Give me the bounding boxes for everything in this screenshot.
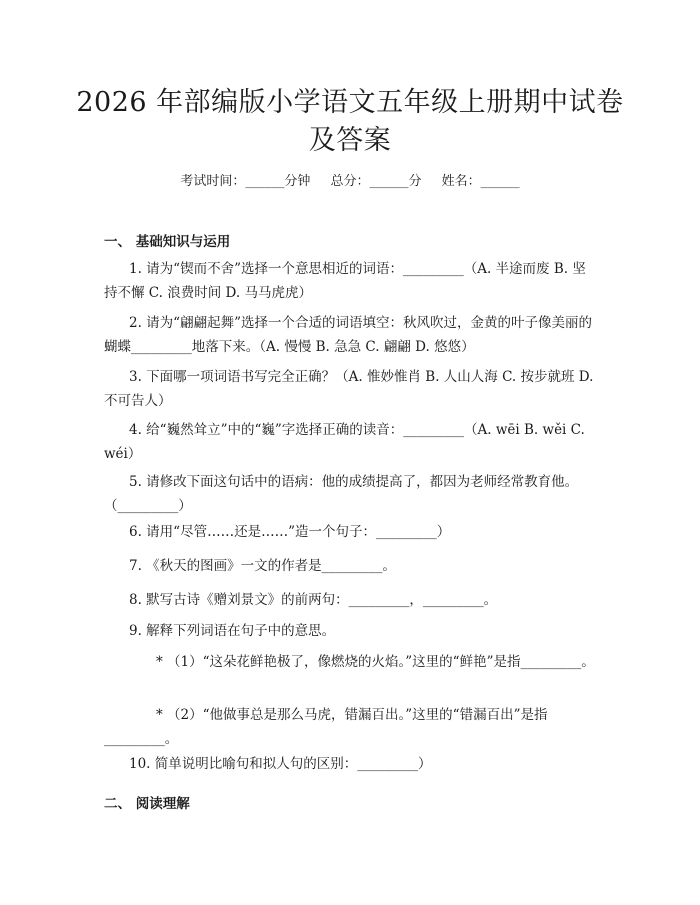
exam-info-line — [0, 170, 700, 189]
title-line-1: 2026 年部编版小学语文五年级上册期中试卷 — [76, 87, 624, 118]
title-line-2: 及答案 — [308, 125, 392, 156]
student-name: 姓名：______ — [441, 174, 520, 189]
question-9-sub-1: * （1）“这朵花鲜艳极了，像燃烧的火焰。”这里的“鲜艳”是指_________。 — [156, 654, 595, 670]
question-9: 9. 解释下列词语在句子中的意思。 — [129, 623, 336, 639]
question-1: 1. 请为“锲而不舍”选择一个意思相近的词语：_________（A. 半途而废 B. 坚持不懈 C. 浪费时间 D. 马马虎虎） — [104, 261, 586, 301]
question-4: 4. 给“巍然耸立”中的“巍”字选择正确的读音：_________（A. wēi B. wěi C. wéi） — [104, 422, 585, 462]
question-3: 3. 下面哪一项词语书写完全正确？（A. 惟妙惟肖 B. 人山人海 C. 按步就班 D. 不可告人） — [104, 369, 594, 409]
question-2: 2. 请为“翩翩起舞”选择一个合适的词语填空：秋风吹过，金黄的叶子像美丽的蝴蝶_________地落下来。（A. 慢慢 B. 急急 C. 翩翩 D. 悠悠） — [104, 315, 592, 355]
total-score: 总分：______分 — [330, 174, 422, 189]
section-heading: 二、 阅读理解 — [104, 796, 190, 812]
question-7: 7. 《秋天的图画》一文的作者是_________。 — [129, 558, 396, 574]
page-title — [40, 84, 660, 160]
question-8: 8. 默写古诗《赠刘景文》的前两句：_________，_________。 — [129, 592, 498, 608]
question-5: 5. 请修改下面这句话中的语病：他的成绩提高了，都因为老师经常教育他。（_________） — [104, 474, 579, 514]
question-10: 10. 简单说明比喻句和拟人句的区别：_________） — [129, 756, 432, 772]
question-9-sub-2: * （2）“他做事总是那么马虎，错漏百出。”这里的“错漏百出”是指_________。 — [104, 707, 548, 747]
section-heading: 一、 基础知识与运用 — [104, 234, 231, 250]
exam-time: 考试时间：______分钟 — [180, 174, 311, 189]
question-6: 6. 请用“尽管……还是……”造一个句子：_________） — [129, 524, 451, 540]
